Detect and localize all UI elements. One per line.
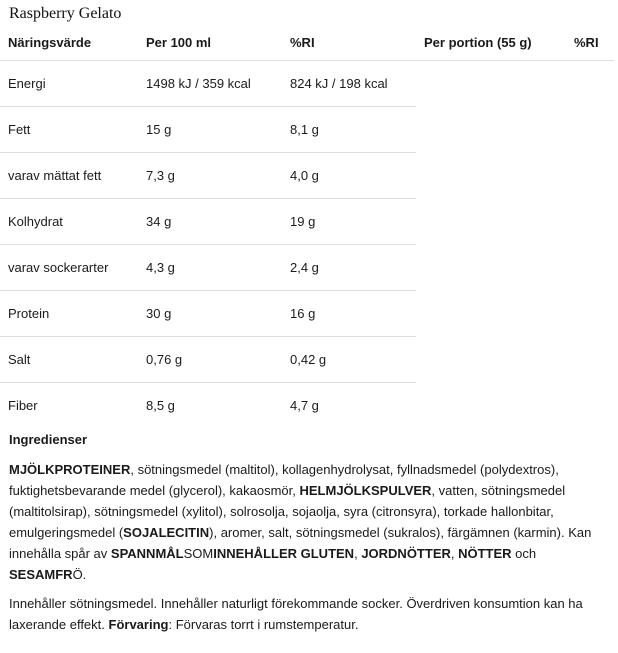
table-row [0,383,614,429]
nutrient-name: Fiber [0,383,138,429]
nutrient-value: 4,7 g [282,383,416,429]
column-header: Näringsvärde [0,24,138,61]
table-row [0,61,614,107]
nutrient-value: 30 g [138,291,282,337]
nutrient-name: Fett [0,107,138,153]
table-row [0,153,614,199]
table-row [0,291,614,337]
storage-text: : Förvaras torrt i rumstemperatur. [168,617,359,632]
allergen-text: INNEHÅLLER GLUTEN [213,546,355,561]
column-header: %RI [282,24,416,61]
table-header-row [0,24,614,61]
ingredient-text: , sötningsmedel (maltitol), kollagenhydrolysat, fyllnadsmedel (polydextros), fuktighetsbevarande medel (glycerol), kakaosmör, [9,462,559,498]
ingredient-text: ), aromer, salt, sötningsmedel (sukralos), färgämnen (karmin). Kan innehålla spår av [9,525,592,561]
column-header: Per 100 ml [138,24,282,61]
ingredients-heading: Ingredienser [9,432,88,447]
nutrient-value: 16 g [282,291,416,337]
allergen-text: JORDNÖTTER [361,546,451,561]
nutrient-name: Energi [0,61,138,107]
table-row [0,337,614,383]
nutrient-name: Kolhydrat [0,199,138,245]
allergen-text: HELMJÖLKSPULVER [299,483,432,498]
nutrient-value: 19 g [282,199,416,245]
allergen-text: NÖTTER [458,546,512,561]
nutrient-value: 0,76 g [138,337,282,383]
nutrient-value: 2,4 g [282,245,416,291]
ingredients-text [9,459,609,585]
allergen-text: SESAMFR [9,567,73,582]
nutrient-value: 8,5 g [138,383,282,429]
table-row [0,245,614,291]
nutrient-value: 34 g [138,199,282,245]
note-text: Innehåller sötningsmedel. Innehåller naturligt förekommande socker. Överdriven konsumtion kan ha laxerande effekt. [9,596,583,632]
page-title: Raspberry Gelato [9,5,122,22]
product-note [9,593,609,635]
table-row [0,199,614,245]
nutrient-name: Protein [0,291,138,337]
nutrient-value: 0,42 g [282,337,416,383]
ingredient-text: , vatten, sötningsmedel (maltitolsirap), sötningsmedel (xylitol), solrosolja, sojaolja, syra (citronsyra), torkade hallonbitar, emulgeringsmedel ( [9,483,566,540]
allergen-text: MJÖLKPROTEINER [9,462,131,477]
storage-label: Förvaring [108,617,169,632]
column-header: %RI [566,24,614,61]
nutrient-name: varav mättat fett [0,153,138,199]
nutrient-value: 4,0 g [282,153,416,199]
allergen-text: SPANNMÅL [110,546,184,561]
nutrient-value: 824 kJ / 198 kcal [282,61,416,107]
nutrient-name: Salt [0,337,138,383]
table-row [0,107,614,153]
ingredient-text: Ö. [72,567,87,582]
nutrient-value: 1498 kJ / 359 kcal [138,61,282,107]
nutrient-value: 15 g [138,107,282,153]
ingredient-text: , [450,546,459,561]
ingredient-text: , [354,546,362,561]
nutrient-value: 7,3 g [138,153,282,199]
nutrient-value: 4,3 g [138,245,282,291]
nutrition-table [0,24,614,428]
ingredient-text: SOM [183,546,214,561]
nutrient-name: varav sockerarter [0,245,138,291]
nutrient-value: 8,1 g [282,107,416,153]
allergen-text: SOJALECITIN [123,525,210,540]
ingredient-text: och [511,546,537,561]
column-header: Per portion (55 g) [416,24,566,61]
